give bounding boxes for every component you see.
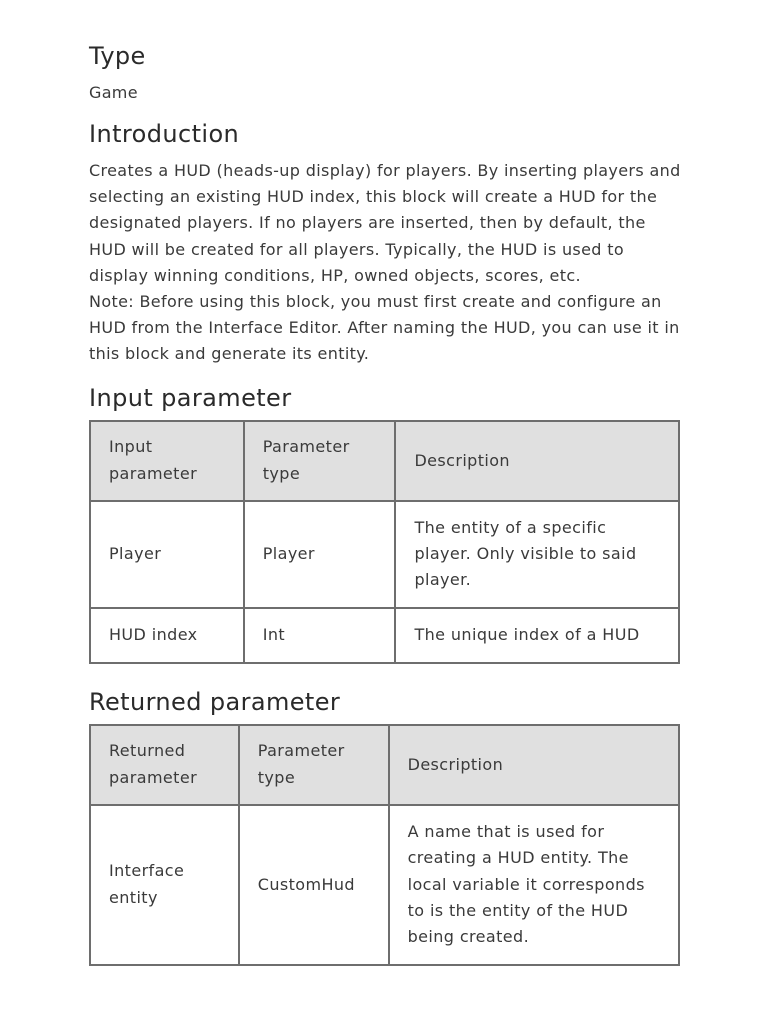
cell-parameter-type: Player [244, 501, 396, 608]
input-parameter-table [89, 420, 680, 664]
table-row [90, 805, 679, 965]
cell-parameter-name: HUD index [90, 608, 244, 663]
table-row [90, 608, 679, 663]
introduction-note: Note: Before using this block, you must first create and configure an HUD from the Interface Editor. After naming the HUD, you can use it in this block and generate its entity. [89, 292, 680, 364]
cell-description: A name that is used for creating a HUD entity. The local variable it corresponds to is the entity of the HUD being created. [389, 805, 679, 965]
table-row [90, 501, 679, 608]
cell-description: The unique index of a HUD [395, 608, 679, 663]
returned-parameter-table [89, 724, 680, 966]
cell-parameter-type: Int [244, 608, 396, 663]
table-header-row [90, 725, 679, 805]
header-returned-parameter: Returned parameter [90, 725, 239, 805]
header-parameter-type: Parameter type [239, 725, 389, 805]
cell-parameter-name: Interface entity [90, 805, 239, 965]
introduction-paragraph: Creates a HUD (heads-up display) for players. By inserting players and selecting an existing HUD index, this block will create a HUD for the designated players. If no players are inserted, then by default, the HUD will be created for all players. Typically, the HUD is used to display winning conditions, HP, owned objects, scores, etc. [89, 161, 681, 285]
cell-parameter-type: CustomHud [239, 805, 389, 965]
document-page [89, 38, 681, 966]
header-description: Description [389, 725, 679, 805]
type-value: Game [89, 83, 138, 102]
type-heading: Type [89, 42, 146, 70]
input-parameter-heading: Input parameter [89, 383, 292, 412]
header-description: Description [395, 421, 679, 501]
introduction-text [89, 158, 681, 368]
returned-parameter-heading: Returned parameter [89, 687, 341, 716]
header-parameter-type: Parameter type [244, 421, 396, 501]
header-input-parameter: Input parameter [90, 421, 244, 501]
cell-description: The entity of a specific player. Only visible to said player. [395, 501, 679, 608]
cell-parameter-name: Player [90, 501, 244, 608]
introduction-heading: Introduction [89, 120, 240, 148]
table-header-row [90, 421, 679, 501]
